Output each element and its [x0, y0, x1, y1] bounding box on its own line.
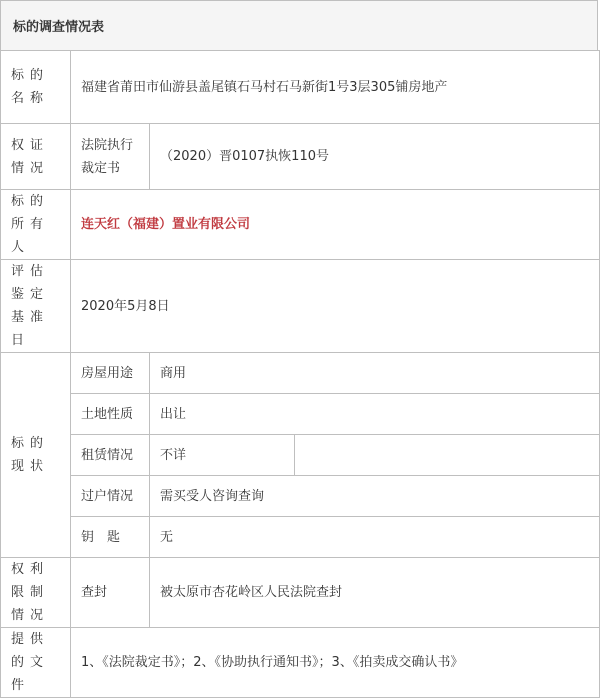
- status-key: 过户情况: [71, 476, 150, 517]
- row-label-status: 标的现状: [1, 353, 71, 558]
- row-sublabel-rights: 法院执行裁定书: [71, 124, 150, 190]
- status-key: 土地性质: [71, 394, 150, 435]
- row-label-rights: 权证情况: [1, 124, 71, 190]
- table-row: [1, 558, 600, 628]
- table-row: [1, 51, 600, 124]
- row-value-documents: 1、《法院裁定书》；2、《协助执行通知书》；3、《拍卖成交确认书》: [71, 628, 600, 698]
- status-value: 商用: [150, 353, 600, 394]
- row-value-eval-date: 2020年5月8日: [71, 260, 600, 353]
- status-value: 出让: [150, 394, 600, 435]
- table-title: 标的调查情况表: [0, 0, 598, 50]
- table-row: [1, 435, 600, 476]
- status-key: 钥 匙: [71, 517, 150, 558]
- row-label-name: 标的名称: [1, 51, 71, 124]
- restriction-key: 查封: [71, 558, 150, 628]
- status-key: 房屋用途: [71, 353, 150, 394]
- table-row: [1, 353, 600, 394]
- table-row: [1, 628, 600, 698]
- status-value: 需买受人咨询查询: [150, 476, 600, 517]
- row-label-owner: 标的所有人: [1, 190, 71, 260]
- restriction-value: 被太原市杏花岭区人民法院查封: [150, 558, 600, 628]
- row-value-name: 福建省莆田市仙游县盖尾镇石马村石马新街1号3层305铺房地产: [71, 51, 600, 124]
- row-value-rights: （2020）晋0107执恢110号: [150, 124, 600, 190]
- row-value-owner: 连天红（福建）置业有限公司: [71, 190, 600, 260]
- survey-table: [0, 50, 600, 698]
- row-label-restriction: 权利限制情况: [1, 558, 71, 628]
- row-label-eval-date: 评估鉴定基准日: [1, 260, 71, 353]
- status-key: 租赁情况: [71, 435, 150, 476]
- table-row: [1, 394, 600, 435]
- table-row: [1, 190, 600, 260]
- table-row: [1, 260, 600, 353]
- table-row: [1, 517, 600, 558]
- row-label-documents: 提供的文件: [1, 628, 71, 698]
- table-row: [1, 476, 600, 517]
- empty-cell: [295, 435, 600, 476]
- table-row: [1, 124, 600, 190]
- status-value: 不详: [150, 435, 295, 476]
- status-value: 无: [150, 517, 600, 558]
